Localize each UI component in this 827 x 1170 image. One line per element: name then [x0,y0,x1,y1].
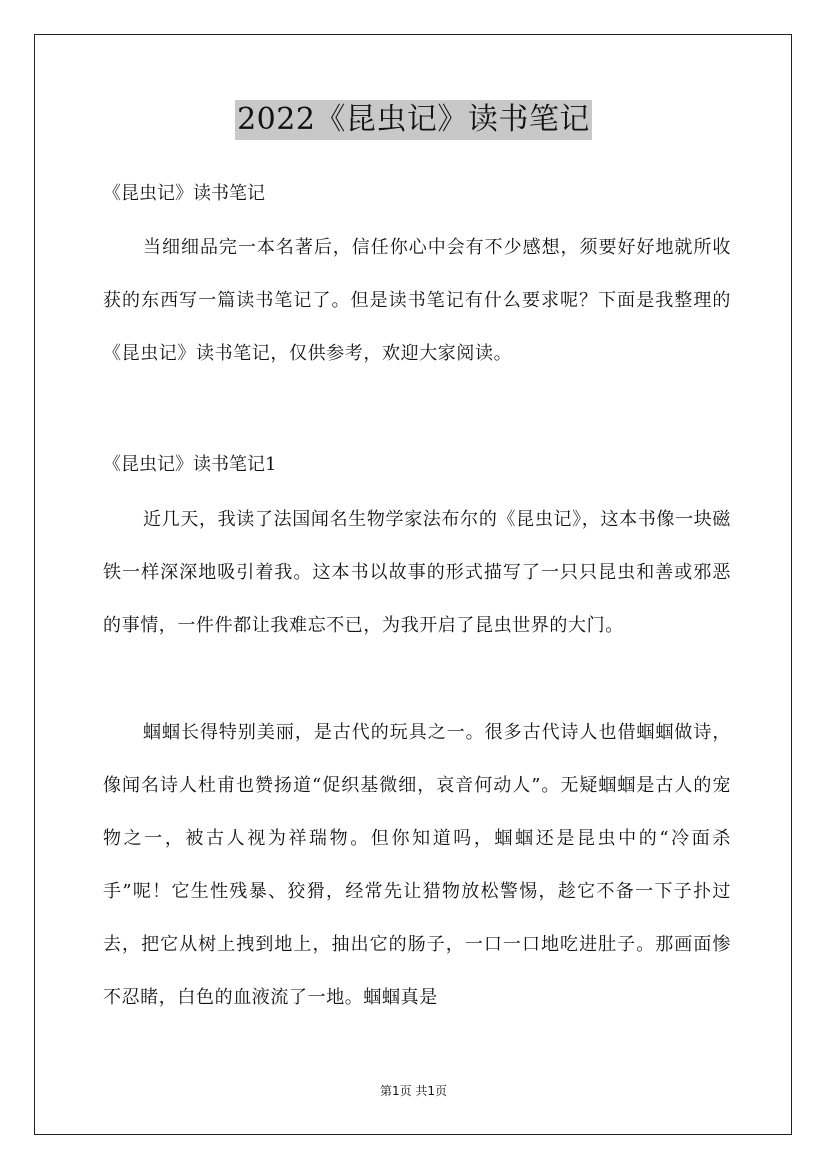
body-paragraph-2: 蝈蝈长得特别美丽，是古代的玩具之一。很多古代诗人也借蝈蝈做诗，像闻名诗人杜甫也赞扬道“促织基微细，哀音何动人”。无疑蝈蝈是古人的宠物之一，被古人视为祥瑞物。但你知道吗，蝈蝈还是昆虫中的“冷面杀手”呢！它生性残暴、狡猾，经常先让猎物放松警惕，趁它不备一下子扑过去，把它从树上拽到地上，抽出它的肠子，一口一口地吃进肚子。那画面惨不忍睹，白色的血液流了一地。蝈蝈真是 [103,722,731,1008]
section-heading: 《昆虫记》读书笔记 [103,183,265,204]
document-title-container [0,100,827,140]
page-footer: 第1页 共1页 [379,1084,448,1098]
section-heading-1: 《昆虫记》读书笔记1 [103,454,277,475]
body-paragraph-1: 近几天，我读了法国闻名生物学家法布尔的《昆虫记》，这本书像一块磁铁一样深深地吸引着我。这本书以故事的形式描写了一只只昆虫和善或邪恶的事情，一件件都让我难忘不已，为我开启了昆虫世界的大门。 [103,509,731,636]
intro-paragraph: 当细细品完一本名著后，信任你心中会有不少感想，须要好好地就所收获的东西写一篇读书笔记了。但是读书笔记有什么要求呢？下面是我整理的《昆虫记》读书笔记，仅供参考，欢迎大家阅读。 [103,237,731,364]
document-title: 2022《昆虫记》读书笔记 [235,100,592,140]
